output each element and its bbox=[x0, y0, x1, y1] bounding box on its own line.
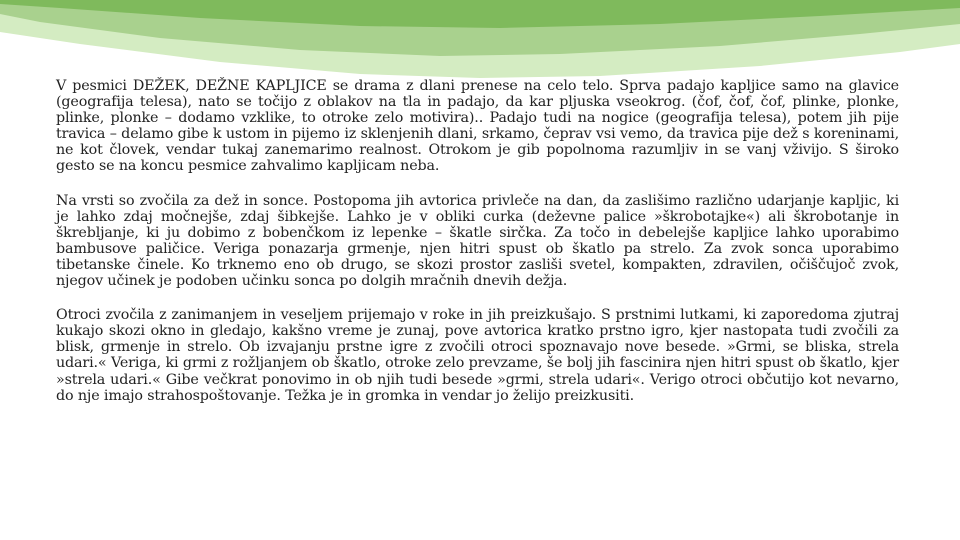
paragraph-3: Otroci zvočila z zanimanjem in veseljem prijemajo v roke in jih preizkušajo. S prstnimi lutkami, ki zaporedoma zjutraj kukajo skozi okno in gledajo, kakšno vreme je zunaj, pove avtorica kratko prstno igro, kjer nastopata tudi zvočili za blisk, grmenje in strelo. Ob izvajanju prstne igre z zvočili otroci spoznavajo nove besede. »Grmi, se bliska, strela udari.« Veriga, ki grmi z rožljanjem ob škatlo, otroke zelo prevzame, še bolj jih fascinira njen hitri spust ob škatlo, kjer »strela udari.« Gibe večkrat ponovimo in ob njih tudi besede »grmi, strela udari«. Verigo otroci občutijo kot nevarno, do nje imajo strahospoštovanje. Težka je in gromka in vendar jo želijo preizkusiti. bbox=[56, 307, 899, 404]
slide-body bbox=[56, 78, 899, 404]
paragraph-1: V pesmici DEŽEK, DEŽNE KAPLJICE se drama z dlani prenese na celo telo. Sprva padajo kapljice samo na glavice (geografija telesa), nato se točijo z oblakov na tla in padajo, da kar pljuska vseokrog. (čof, čof, čof, plinke, plonke, plinke, plonke – dodamo vzklike, to otroke zelo motivira).. Padajo tudi na nogice (geografija telesa), potem jih pije travica – delamo gibe k ustom in pijemo iz sklenjenih dlani, srkamo, čeprav vsi vemo, da travica pije dež s koreninami, ne kot človek, vendar tukaj zanemarimo realnost. Otrokom je gib popolnoma razumljiv in se vanj vživijo. S široko gesto se na koncu pesmice zahvalimo kapljicam neba. bbox=[56, 78, 899, 175]
paragraph-2: Na vrsti so zvočila za dež in sonce. Postopoma jih avtorica privleče na dan, da zaslišimo različno udarjanje kapljic, ki je lahko zdaj močnejše, zdaj šibkejše. Lahko je v obliki curka (deževne palice »škrobotajke«) ali škrobotanje in škrebljanje, ki ju dobimo z bobenčkom iz lepenke – škatle sirčka. Za točo in debelejše kapljice lahko uporabimo bambusove paličice. Veriga ponazarja grmenje, njen hitri spust ob škatlo pa strelo. Za zvok sonca uporabimo tibetanske činele. Ko trknemo eno ob drugo, se skozi prostor zasliši svetel, kompakten, zdravilen, očiščujoč zvok, njegov učinek je podoben učinku sonca po dolgih mračnih dnevih dežja. bbox=[56, 192, 899, 290]
